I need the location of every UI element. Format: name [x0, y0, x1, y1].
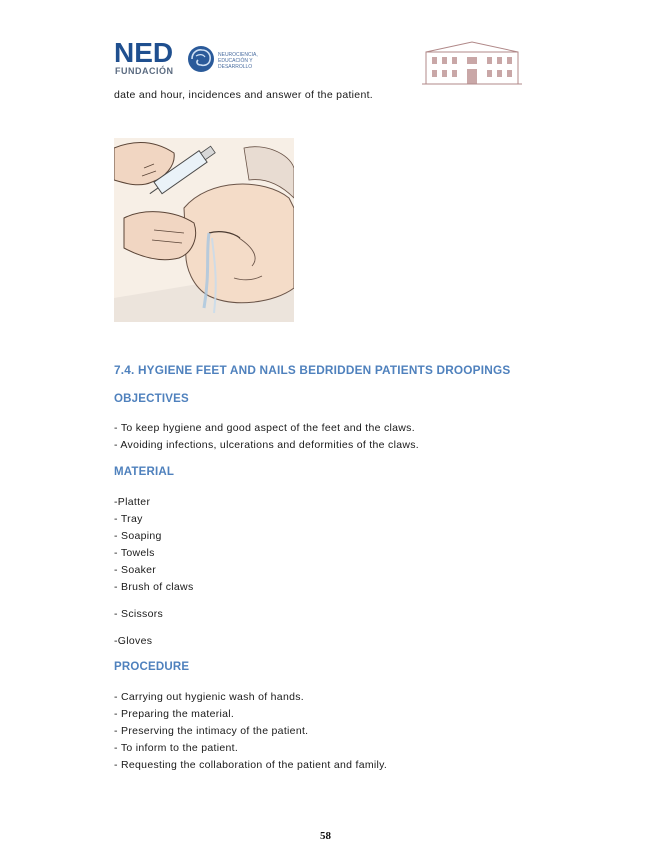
- procedure-item: - Preserving the intimacy of the patient.: [114, 725, 309, 737]
- logo-word: NED: [114, 37, 174, 68]
- material-item: - Tray: [114, 513, 143, 525]
- logo-subtitle: FUNDACIÓN: [115, 66, 174, 76]
- procedure-item: - Preparing the material.: [114, 708, 235, 720]
- intro-text: date and hour, incidences and answer of the patient.: [114, 89, 374, 101]
- section-title: 7.4. HYGIENE FEET AND NAILS BEDRIDDEN PATIENTS DROOPINGS: [114, 363, 511, 377]
- material-item: - Soaping: [114, 530, 162, 542]
- material-item: - Brush of claws: [114, 581, 194, 593]
- procedure-item: - To inform to the patient.: [114, 742, 239, 754]
- material-item: -Gloves: [114, 635, 153, 647]
- brain-icon: [186, 44, 216, 74]
- eye-irrigation-illustration: [114, 138, 294, 322]
- page-number: 58: [320, 830, 331, 842]
- objective-item: - Avoiding infections, ulcerations and deformities of the claws.: [114, 439, 419, 451]
- material-item: - Scissors: [114, 608, 164, 620]
- procedure-heading: PROCEDURE: [114, 661, 190, 673]
- material-item: - Towels: [114, 547, 155, 559]
- objectives-heading: OBJECTIVES: [114, 393, 189, 405]
- material-heading: MATERIAL: [114, 466, 175, 478]
- building-logo: [422, 38, 522, 88]
- ned-foundation-logo: [114, 38, 274, 82]
- procedure-item: - Requesting the collaboration of the patient and family.: [114, 759, 388, 771]
- material-item: -Platter: [114, 496, 151, 508]
- material-item: - Soaker: [114, 564, 157, 576]
- objective-item: - To keep hygiene and good aspect of the feet and the claws.: [114, 422, 415, 434]
- procedure-item: - Carrying out hygienic wash of hands.: [114, 691, 304, 703]
- logo-tagline: NEUROCIENCIA, EDUCACIÓN Y DESARROLLO: [218, 52, 258, 70]
